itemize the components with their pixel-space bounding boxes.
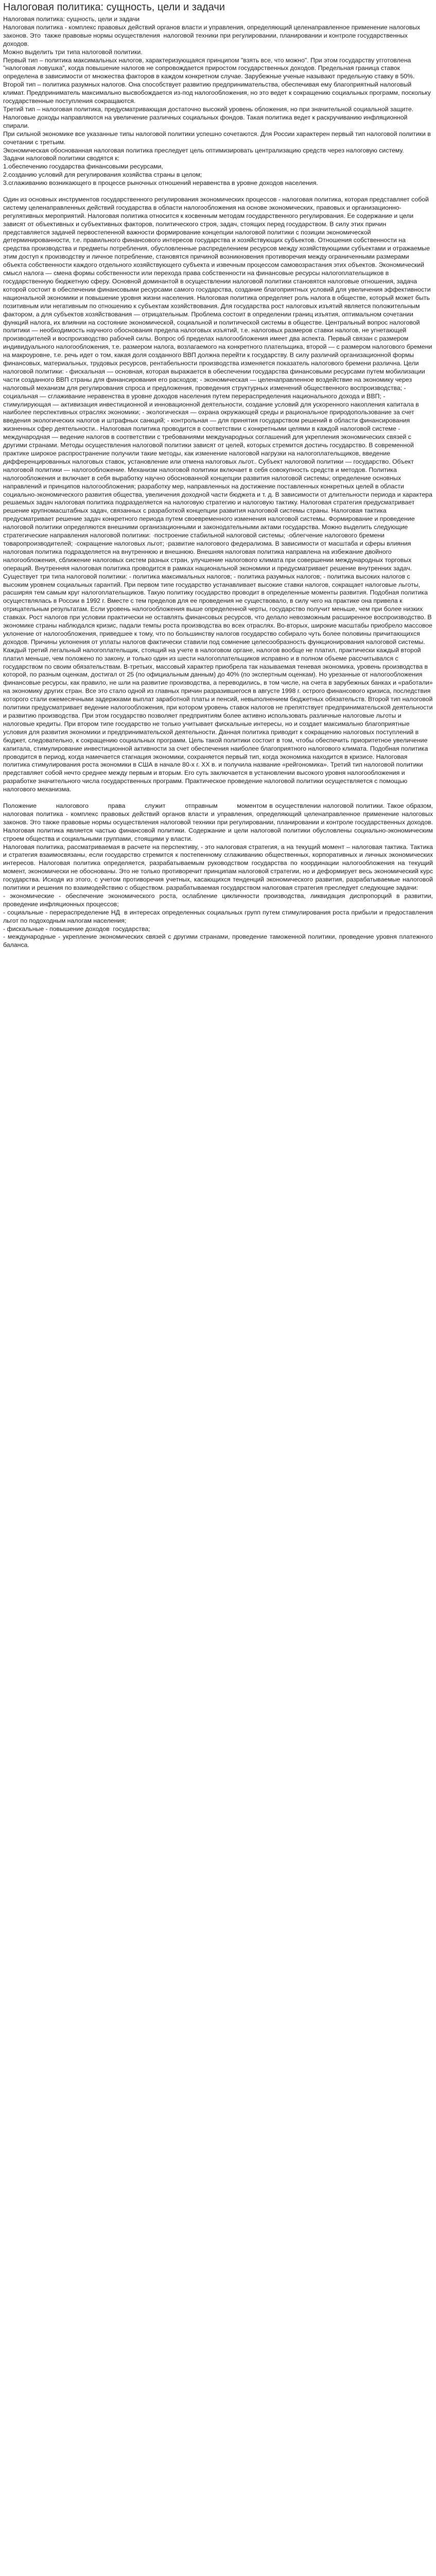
article-paragraph: Второй тип – политика разумных налогов. Она способствует развитию предпринимательства, обеспечивая ему благоприятный налоговый климат. Предприниматель максимально высвобождается из-под налогообложения, но это ведет к сокращению социальных программ, поскольку государственные поступления сокращаются.: [3, 81, 433, 105]
article-paragraph: Первый тип – политика максимальных налогов, характеризующаяся принципом "взять все, что можно". При этом государству угготовлена "налоговая ловушка", когда повышение налогов не сопровождается приростом государственных доходов. Предельная граница ставок определена в зависимости от множества факторов в каждом конкретном случае. Зарубежные ученые называют предельную ставку в 50%.: [3, 56, 415, 80]
article-paragraph: Налоговая политика - комплекс правовых действий органов власти и управления, определяющий целенаправленное применение налоговых законов. Это также правовые нормы осуществления налоговой техники при регулировании, планировании и контроле государственных доходов.: [3, 23, 422, 47]
article-paragraph: Положение налогового права служит отправным моментом в осуществлении налоговой политики. Такое образом, налоговая политика - комплекс правовых действий органов власти и управления, определяющий целенаправленное применение налоговых законов. Это также правовые нормы осуществления налоговой техники при регулировании, планировании и контроле государственных доходов. Налоговая политика является частью финансовой политики. Содержание и цели налоговой политики обусловлены социально-экономическим строем общества и социальными группами, стоящими у власти.: [3, 802, 435, 842]
article-paragraph: При сильной экономике все указанные типы налоговой политики успешно сочетаются. Для России характерен первый тип налоговой политики в сочетании с третьим.: [3, 130, 433, 146]
article-paragraph: Можно выделить три типа налоговой политики.: [3, 48, 143, 56]
article-paragraph: 1.обеспечению государства финансовыми ресурсами,: [3, 163, 163, 171]
page-title: Налоговая политика: сущность, цели и задачи: [3, 2, 225, 13]
article-body: [3, 15, 433, 950]
article-paragraph: - фискальные - повышение доходов государства;: [3, 925, 150, 933]
article-paragraph: - социальные - перераспределение НД в интересах определенных социальных групп путем стимулирования роста прибыли и предоставления льгот по подоходным налогам населения;: [3, 908, 435, 924]
paragraph-spacer: [3, 794, 433, 802]
article-paragraph: Налоговая политика, рассматриваемая в расчете на перспективу, - это налоговая стратегия, а на текущий момент – налоговая тактика. Тактика и стратегия взаимосвязаны, если государство стремится к постепенному сглаживанию общественных, корпоративных и личных экономических интересов. Налоговая политика определяется, разрабатываемым руководством государства по координации налогообложения на текущий момент, экономически не обоснованы. Это не только противоречит принципам налоговой стратегии, но и деформирует весь экономический курс государства. Исходя из этого, с учетом противоречия учетных, касающихся тенденций экономического развития, разрабатываемые налоговой политики и решения по взаимодействию с обществом. разрабатываемая государством налоговая стратегия преследует следующие задачи:: [3, 843, 435, 892]
article-paragraph: Один из основных инструментов государственного регулирования экономических процессов - налоговая политика, которая представляет собой систему целенаправленных действий государства в области налогообложения на основе экономических, правовых и организационно-регулятивных мероприятий. Налоговая политика относится к косвенным методам государственного регулирования. Ее содержание и цели зависят от объективных и субъективных факторов, политического строя, задач, стоящих перед государством. В силу этих причин представляется задачей первостепенной важности формирование концепции налоговой политики с позиции экономической детерминированности, т.е. правильного финансового интересов государства и хозяйствующих субъектов. Отношения собственности на средства производства и предметы потребления, обусловленные распределением ресурсов между хозяйствующими субъектами и отражаемые этим доступ к производству и личное потребление, становятся причиной возникновения противоречия между ограниченными размерами объекта собственности каждого отдельного хозяйствующего субъекта и извечным процессом самовозрастания этих объектов. Экономический смысл налога — смена формы собственности или перехода права собственности на финансовые ресурсы налогоплательщиков в государственную бюджетную сферу. Основной доминантой в осуществлении налоговой политики становятся налоговые отношения, задача которой состоит в обеспечении финансовыми ресурсами самого государства, создание благоприятных условий для увеличения эффективности национальной экономики и повышение уровня жизни населения. Налоговая политика определяет роль налога в обществе, который может быть позитивным или негативным по отношению к субъектам хозяйствования. Для государства рост налоговых изъятий является положительным фактором, а для субъектов хозяйствования — отрицательным. Проблема состоит в определении границ изъятия, оптимальном сочетании функций налога, их влиянии на состояние экономической, социальной и политической системы в обществе. Центральный вопрос налоговой политики — необходимость научного обоснования предела налоговых изъятий, т.е. налоговых размеров ставки налогов, не угнетающей производителей и воспроизводство рабочей силы. Вопрос об пределах налогообложения имеет два аспекта. Первый связан с размером индивидуального налогообложения, т.е. размером налога, возлагаемого на конкретного плательщика, второй — с размером налогового бремени на макроуровне, т.е. речь идет о том, какая доля созданного ВВП должна перейти к государству. В силу различий организационной формы финансовых, материальных, трудовых ресурсов, рентабельности производства изменяется показатель налогового бремени различна. Цели налоговой политики: - фискальная — основная, которая выражается в обеспечении государства финансовыми ресурсами путем мобилизации части созданного ВВП страны для финансирования его расходов; - экономическая — целенаправленное воздействие на экономику через налоговый механизм для регулирования спроса и предложения, проведения структурных изменений общественного воспроизводства; - социальная — сглаживание неравенства в уровне доходов населения путем перераспределения национального дохода и ВВП; - стимулирующая — активизация инвестиционной и инновационной деятельности, создание условий для ускоренного накопления капитала в наиболее перспективных отраслях экономики; - экологическая — охрана окружающей среды и рациональное природопользование за счет введения экологических налогов и штрафных санкций; - контрольная — для принятия государством решений в области финансирования жизненных сфер деятельности.. Налоговая политика проводится в соответствии с конкретными целями в каждой налоговой системе - международная — ведение налогов в соответствии с требованиями международных соглашений для укрепления экономических связей с другими странами. Методы осуществления налоговой политики зависят от целей, которых стремится достичь государство. В современной практике широкое распространение получили такие методы, как изменение налоговой нагрузки на налогоплательщиков, введение дифференцированных налоговых ставок, установление или отмена налоговых льгот.. Субъект налоговой политики — государство. Объект налоговой политики — налогообложение. Механизм налоговой политики включает в себя совокупность средств и методов. Политика налогообложения и включает в себя выработку научно обоснованной концепции развития налоговой системы; определение основных направлений и принципов налогообложения; разработку мер, направленных на достижение поставленных конкретных целей в области социально-экономического развития общества, увеличения доходной части бюджета и т. д. В зависимости от длительности периода и характера решаемых задач налоговая политика подразделяется на налоговую стратегию и налоговую тактику. Налоговая стратегия предусматривает решение крупномасштабных задач, связанных с разработкой концепции развития налоговой системы страны. Налоговая тактика предусматривает решение задач конкретного периода путем своевременного изменения налоговой системы. Формирование и проведение налоговой политики определяются внешними организационными и законодательными актами государства. Можно выделить следующие стратегические направления налоговой политики: ·построение стабильной налоговой системы; ·облегчение налогового бремени товаропроизводителей; ·сокращение налоговых льгот; ·развитие налогового федерализма. В зависимости от масштаба и сферы влияния налоговая политика подразделяется на внутреннюю и внешнюю. Внешняя налоговая политика направлена на избежание двойного налогообложения, сближение налоговых систем разных стран, улучшение налогового климата при совершении международных торговых операций. Внутренняя налоговая политика проводится в рамках национальной экономики и предусматривает решение внутренних задач. Существует три типа налоговой политики: - политика максимальных налогов; - политика разумных налогов; - политика высоких налогов с высоким уровнем социальных гарантий. При первом типе государство устанавливает высокие ставки налогов, сокращает налоговые льготы, расширяя тем самым круг налогоплательщиков. Такую политику государство проводит в определенные моменты развития. Подобная политика осуществлялась в России в 1992 г. Вместе с тем пределов для ее проведения не существовало, в силу чего на практике она привела к отрицательным результатам. Если уровень налогообложения выше определенной черты, государство получит меньше, чем при более низких ставках. Рост налогов при условии практически не оставлять финансовых ресурсов, что делало невозможным расширенное воспроизводство. В экономике страны наблюдался кризис, падали темпы роста производства во всех отраслях. Во-вторых, широкие масштабы приобрело массовое уклонение от налогообложения, приведшее к тому, что по большинству налогов государство собирало чуть более половины причитающихся доходов. Причины уклонения от уплаты налогов фактически ставили под сомнение целесообразность функционирования налоговой системы. Каждый третий легальный налогоплательщик, стоящий на учете в налоговом органе, налогов вообще не платил, практически каждый второй платил меньше, чем положено по закону, и только один из шести налогоплательщиков исправно и в полном объеме рассчитывался с государством по своим обязательствам. В-третьих, массовый характер приобрела так называемая теневая экономика, уровень производства в которой, по разным оценкам, достигал от 25 (по официальным данным) до 40% (по экспертным оценкам). Но урезанные от налогообложения финансовые ресурсы, как правило, не шли на развитие производства, а переводились, в том числе, на счета в зарубежных банках и «работали» на экономику других стран. Все это стало одной из главных причин разразившегося в августе 1998 г. острого финансового кризиса, последствия которого стали ежемесячными задержками выплат заработной платы и пенсий, невыполнением бюджетных обязательств. Второй тип налоговой политики предусматривает ведение налогообложения, при котором уровень ставок налогов не препятствует предпринимательской деятельности и развитию производства. При этом государство позволяет предприятиям более активно использовать различные налоговые льготы и налоговые кредиты. При втором типе государство не только учитывает фискальные интересы, но и создает максимально благоприятные условия для развития экономики и предпринимательской деятельности. Данная политика приводит к сокращению налоговых поступлений в бюджет, следовательно, к сокращению социальных программ. Цель такой политики состоит в том, чтобы обеспечить приоритетное увеличение капитала, стимулирование инвестиционной активности за счет обеспечения наиболее благоприятного налогового климата. Подобная политика проводится в период, когда намечается стагнация экономики, сохраняется первый тип, когда экономика находится в кризисе. Налоговая политика стимулирования роста экономики в США в начале 80-х г. XX в. и получила название «рейгономика». Третий тип налоговой политики представляет собой нечто среднее между первым и вторым. Его суть заключается в установлении высокого уровня налогообложения и разработке значительного числа государственных программ. Практическое проведение налоговой политики осуществляется с помощью налогового механизма.: [3, 195, 435, 793]
article-paragraph: Экономическая обоснованная налоговая политика преследует цель оптимизировать централизацию средств через налоговую систему.: [3, 146, 404, 154]
article-paragraph: - международные - укрепление экономических связей с другими странами, проведение таможенной политики, проведение уровня платежного баланса.: [3, 933, 435, 949]
article-paragraph: Задачи налоговой политики сводятся к:: [3, 155, 119, 162]
article-paragraph: Налоговая политика: сущность, цели и задачи: [3, 15, 139, 23]
article-paragraph: 2.созданию условий для регулирования хозяйства страны в целом;: [3, 171, 202, 179]
article-paragraph: - экономические - обеспечение экономического роста, ослабление цикличности производства, ликвидация диспропорций в развитии, проведение инфляционных процессов;: [3, 892, 435, 908]
page: [0, 0, 436, 955]
paragraph-spacer: [3, 188, 433, 196]
article-paragraph: Третий тип – налоговая политика, предусматривающая достаточно высокий уровень обложения, но при значительной социальной защите. Налоговые доходы направляются на увеличение различных социальных фондов. Такая политика ведет к раскручиванию инфляционной спирали.: [3, 105, 415, 129]
article-paragraph: 3.сглаживанию возникающего в процессе рыночных отношений неравенства в уровне доходов населения.: [3, 179, 318, 187]
